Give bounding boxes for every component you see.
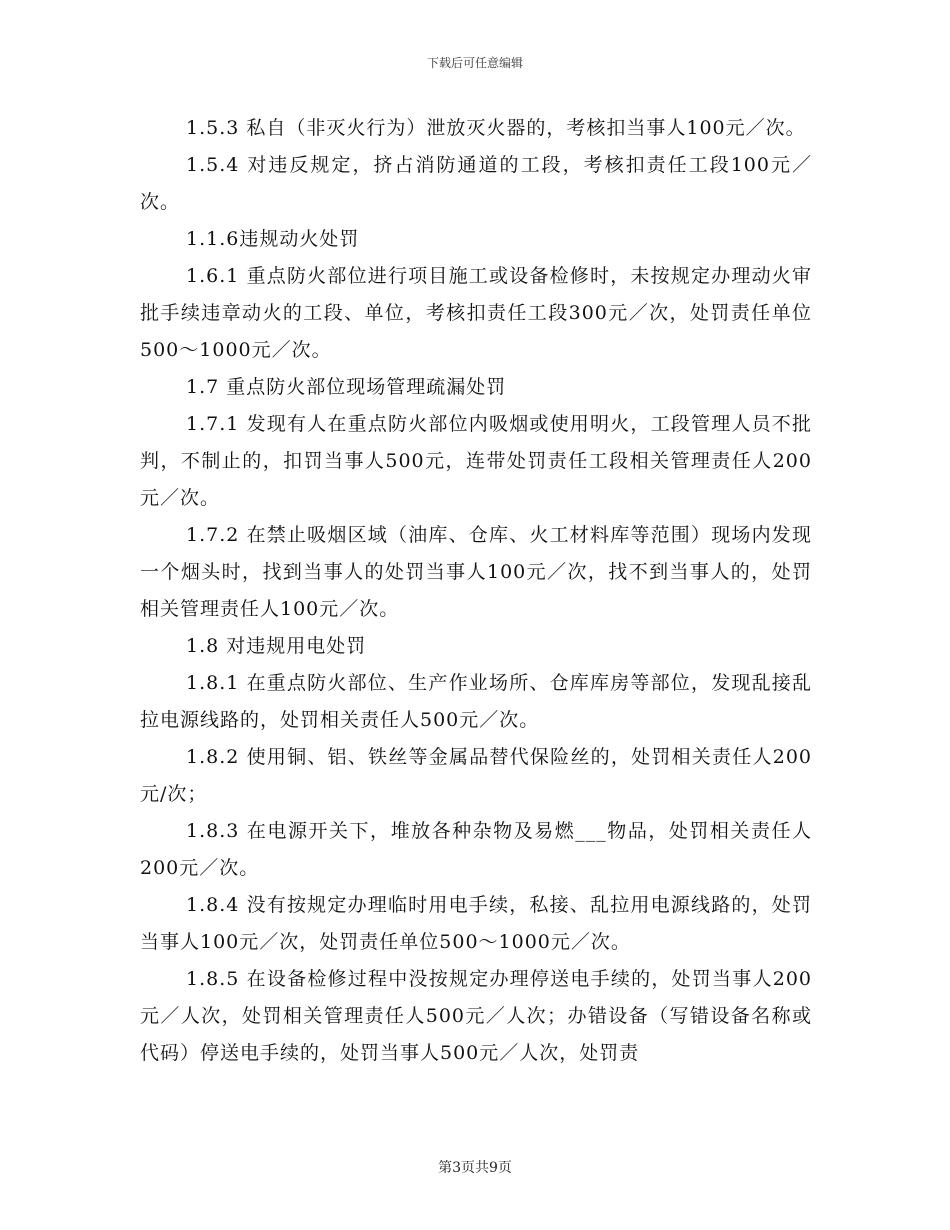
paragraph-1-7-1: 1.7.1 发现有人在重点防火部位内吸烟或使用明火，工段管理人员不批判，不制止的，扣罚当事人500元，连带处罚责任工段相关管理责任人200元／次。: [140, 413, 812, 509]
paragraph-1-8-4: 1.8.4 没有按规定办理临时用电手续，私接、乱拉用电源线路的，处罚当事人100元／次，处罚责任单位500～1000元／次。: [140, 894, 812, 953]
paragraph-1-6-1: 1.6.1 重点防火部位进行项目施工或设备检修时，未按规定办理动火审批手续违章动火的工段、单位，考核扣责任工段300元／次，处罚责任单位500～1000元／次。: [140, 265, 812, 361]
document-body: [140, 110, 812, 1072]
section-heading-1-8: 1.8 对违规用电处罚: [186, 635, 367, 657]
paragraph-1-8-1: 1.8.1 在重点防火部位、生产作业场所、仓库库房等部位，发现乱接乱拉电源线路的，处罚相关责任人500元／次。: [140, 672, 812, 731]
section-heading-1-1-6: 1.1.6违规动火处罚: [186, 228, 360, 250]
paragraph-1-5-3: 1.5.3 私自（非灭火行为）泄放灭火器的，考核扣当事人100元／次。: [186, 117, 806, 139]
section-heading-1-7: 1.7 重点防火部位现场管理疏漏处罚: [186, 376, 507, 398]
paragraph-1-8-3: 1.8.3 在电源开关下，堆放各种杂物及易燃___物品，处罚相关责任人200元／次。: [140, 820, 812, 879]
page-number: 第3页共9页: [438, 1160, 512, 1176]
page-header: 下载后可任意编辑: [426, 56, 523, 70]
paragraph-1-8-5: 1.8.5 在设备检修过程中没按规定办理停送电手续的，处罚当事人200元／人次，处罚相关管理责任人500元／人次；办错设备（写错设备名称或代码）停送电手续的，处罚当事人500元／人次，处罚责: [140, 968, 812, 1064]
paragraph-1-7-2: 1.7.2 在禁止吸烟区域（油库、仓库、火工材料库等范围）现场内发现一个烟头时，找到当事人的处罚当事人100元／次，找不到当事人的，处罚相关管理责任人100元／次。: [140, 524, 812, 620]
paragraph-1-5-4: 1.5.4 对违反规定，挤占消防通道的工段，考核扣责任工段100元／次。: [140, 154, 812, 213]
paragraph-1-8-2: 1.8.2 使用铜、铝、铁丝等金属品替代保险丝的，处罚相关责任人200元/次；: [140, 746, 812, 805]
